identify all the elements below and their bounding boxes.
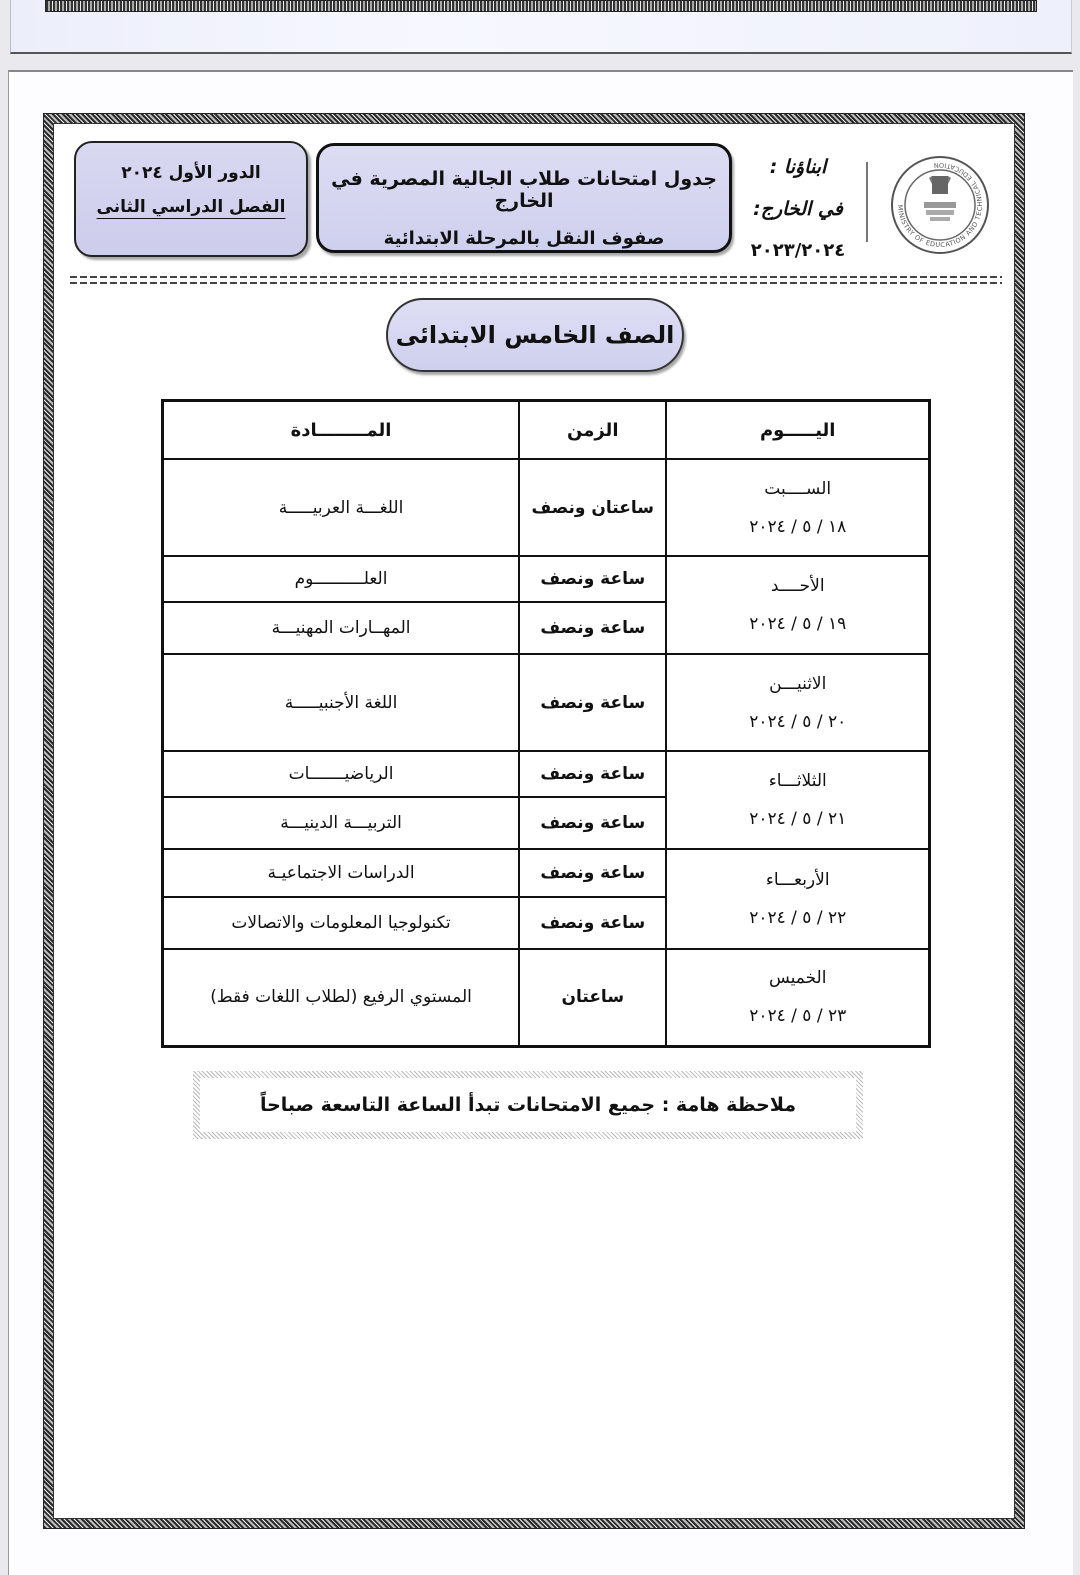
day-date: ١٩ / ٥ / ٢٠٢٤ xyxy=(749,614,847,634)
subject-cell: التربيـــة الدينيـــة xyxy=(163,797,520,849)
day-name: الثلاثـــاء xyxy=(768,771,827,791)
exam-schedule-table xyxy=(161,399,931,1048)
svg-text:MINISTRY OF EDUCATION AND TECH: MINISTRY OF EDUCATION AND TECHNICAL EDUCATION xyxy=(895,160,985,250)
day-cell xyxy=(666,556,929,654)
subject-cell: المهــارات المهنيـــة xyxy=(163,602,520,654)
time-cell: ساعة ونصف xyxy=(519,654,666,751)
semester: الفصل الدراسي الثانى xyxy=(96,197,286,217)
document-title: جدول امتحانات طلاب الجالية المصرية في الخارج xyxy=(331,168,717,212)
day-date: ٢١ / ٥ / ٢٠٢٤ xyxy=(749,809,847,829)
time-cell: ساعتان xyxy=(519,949,666,1046)
abroad-label xyxy=(748,146,848,272)
time-cell: ساعة ونصف xyxy=(519,602,666,654)
day-name: الاثنيـــن xyxy=(769,673,827,694)
day-date: ٢٢ / ٥ / ٢٠٢٤ xyxy=(749,908,847,928)
time-cell: ساعة ونصف xyxy=(519,897,666,949)
day-date: ٢٠ / ٥ / ٢٠٢٤ xyxy=(749,711,847,732)
academic-year: ٢٠٢٣/٢٠٢٤ xyxy=(750,240,846,261)
subject-cell: الدراسات الاجتماعيـة xyxy=(163,849,520,897)
time-cell: ساعة ونصف xyxy=(519,556,666,602)
subject-cell: الرياضيـــــــات xyxy=(163,751,520,797)
day-name: الســــبت xyxy=(764,478,832,499)
term-box xyxy=(74,141,308,257)
abroad-line-2: في الخارج: xyxy=(753,198,843,220)
subject-cell: تكنولوجيا المعلومات والاتصالات xyxy=(163,897,520,949)
previous-page-fragment xyxy=(10,0,1072,54)
time-cell: ساعة ونصف xyxy=(519,797,666,849)
table-row xyxy=(163,949,930,1046)
header-separator xyxy=(70,276,1002,286)
table-row xyxy=(163,654,930,751)
table-row xyxy=(163,751,930,797)
subject-cell: اللغـــة العربيـــــة xyxy=(163,459,520,556)
table-row xyxy=(163,459,930,556)
time-cell: ساعة ونصف xyxy=(519,849,666,897)
header-divider xyxy=(866,162,868,242)
day-cell xyxy=(666,459,929,556)
exam-round: الدور الأول ٢٠٢٤ xyxy=(121,163,261,183)
document-title-box xyxy=(316,143,732,253)
ministry-logo-icon xyxy=(886,146,994,264)
day-name: الأحــــد xyxy=(770,576,825,596)
table-row xyxy=(163,849,930,897)
header-subject: المــــــــادة xyxy=(163,401,520,460)
subject-cell: المستوي الرفيع (لطلاب اللغات فقط) xyxy=(163,949,520,1046)
time-cell: ساعتان ونصف xyxy=(519,459,666,556)
header-day: اليـــــوم xyxy=(666,401,929,460)
day-date: ٢٣ / ٥ / ٢٠٢٤ xyxy=(749,1006,847,1027)
day-cell xyxy=(666,949,929,1046)
previous-page-frame-border xyxy=(45,0,1037,12)
grade-title: الصف الخامس الابتدائى xyxy=(386,298,684,372)
day-name: الخميس xyxy=(768,968,827,989)
day-cell xyxy=(666,654,929,751)
abroad-line-1: ابناؤنا : xyxy=(769,156,827,178)
header-time: الزمن xyxy=(519,401,666,460)
day-name: الأربعـــاء xyxy=(765,870,830,890)
time-cell: ساعة ونصف xyxy=(519,751,666,797)
table-row xyxy=(163,556,930,602)
day-cell xyxy=(666,849,929,949)
subject-cell: اللغة الأجنبيـــــة xyxy=(163,654,520,751)
day-date: ١٨ / ٥ / ٢٠٢٤ xyxy=(749,516,847,537)
subject-cell: العلــــــــــوم xyxy=(163,556,520,602)
table-header-row xyxy=(163,401,930,460)
day-cell xyxy=(666,751,929,849)
important-note: ملاحظة هامة : جميع الامتحانات تبدأ الساعة التاسعة صباحاً xyxy=(193,1071,863,1139)
document-subtitle: صفوف النقل بالمرحلة الابتدائية xyxy=(383,228,665,249)
